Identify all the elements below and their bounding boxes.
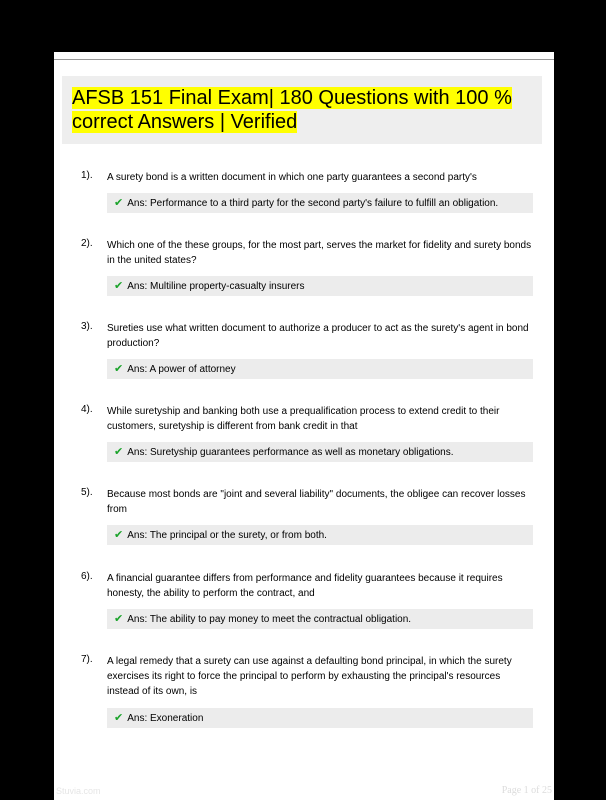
answer-box bbox=[107, 525, 533, 545]
answer-text: Ans: The principal or the surety, or from both. bbox=[127, 530, 327, 541]
question-text: A surety bond is a written document in which one party guarantees a second party's bbox=[107, 172, 477, 183]
footer-watermark: Stuvia.com bbox=[56, 786, 101, 796]
question-number: 5). bbox=[81, 487, 93, 498]
checkmark-icon: ✔ bbox=[114, 446, 124, 458]
page-title: AFSB 151 Final Exam| 180 Questions with 100 % correct Answers | Verified bbox=[72, 87, 512, 133]
checkmark-icon: ✔ bbox=[114, 363, 124, 375]
question-number: 3). bbox=[81, 321, 93, 332]
question-number: 4). bbox=[81, 404, 93, 415]
question-text: A financial guarantee differs from performance and fidelity guarantees because it requires honesty, the ability to perform the contract, and bbox=[107, 573, 503, 599]
answer-text: Ans: Exoneration bbox=[127, 713, 204, 724]
question-text: Sureties use what written document to authorize a producer to act as the surety's agent in bond production? bbox=[107, 323, 529, 349]
top-divider bbox=[54, 59, 554, 60]
answer-text: Ans: The ability to pay money to meet the contractual obligation. bbox=[127, 614, 412, 625]
question-number: 7). bbox=[81, 654, 93, 665]
answer-box bbox=[107, 276, 533, 296]
checkmark-icon: ✔ bbox=[114, 613, 124, 625]
question-number: 2). bbox=[81, 238, 93, 249]
question-number: 6). bbox=[81, 571, 93, 582]
question-text: While suretyship and banking both use a prequalification process to extend credit to their customers, suretyship is different from bank credit in that bbox=[107, 406, 500, 432]
question-number: 1). bbox=[81, 170, 93, 181]
question-text: Which one of the these groups, for the most part, serves the market for fidelity and surety bonds in the united states? bbox=[107, 240, 532, 266]
answer-box bbox=[107, 708, 533, 728]
answer-box bbox=[107, 193, 533, 213]
checkmark-icon: ✔ bbox=[114, 280, 124, 292]
answer-box bbox=[107, 442, 533, 462]
title-box bbox=[62, 76, 542, 144]
answer-box bbox=[107, 359, 533, 379]
question-text: Because most bonds are "joint and several liability" documents, the obligee can recover losses from bbox=[107, 489, 526, 515]
answer-text: Ans: Multiline property-casualty insurers bbox=[127, 281, 305, 292]
checkmark-icon: ✔ bbox=[114, 712, 124, 724]
document-page bbox=[54, 52, 554, 800]
page-number: Page 1 of 25 bbox=[501, 785, 552, 796]
answer-box bbox=[107, 609, 533, 629]
answer-text: Ans: Performance to a third party for the second party's failure to fulfill an obligation. bbox=[127, 198, 499, 209]
checkmark-icon: ✔ bbox=[114, 197, 124, 209]
question-text: A legal remedy that a surety can use against a defaulting bond principal, in which the surety exercises its right to force the principal to perform by exhausting the principal's resources instead of its own, is bbox=[107, 656, 512, 697]
answer-text: Ans: A power of attorney bbox=[127, 364, 236, 375]
answer-text: Ans: Suretyship guarantees performance as well as monetary obligations. bbox=[127, 447, 454, 458]
checkmark-icon: ✔ bbox=[114, 529, 124, 541]
